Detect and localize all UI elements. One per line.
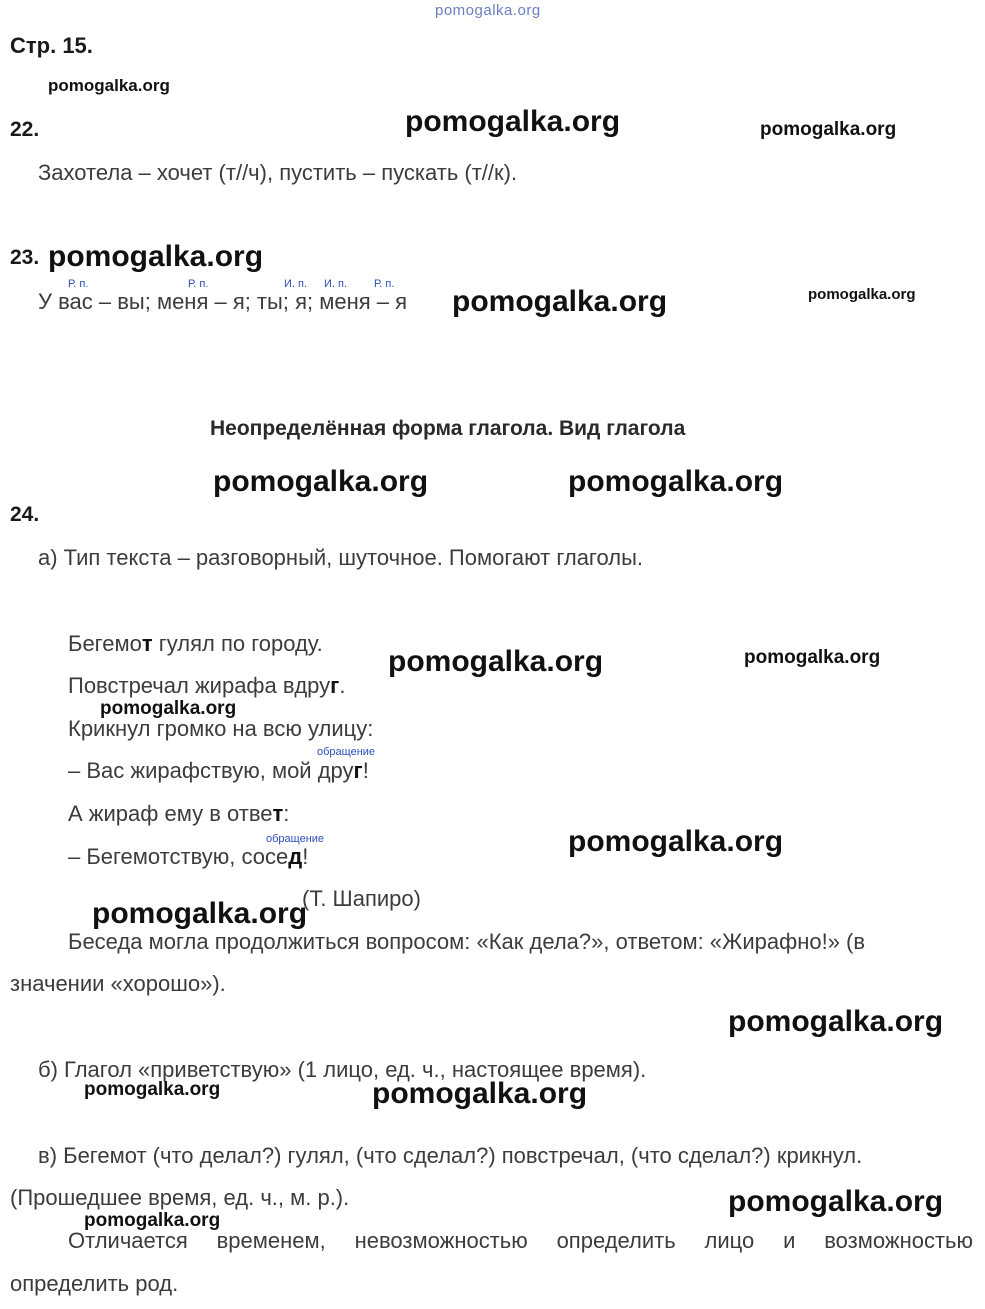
address-label: обращение [266,833,325,845]
watermark: pomogalka.org [100,698,237,719]
address-label: обращение [317,746,376,758]
watermark: pomogalka.org [388,645,604,678]
task23-answer: У вас – вы; меня – я; ты; я; меня – я [38,289,408,314]
task24-part-a: а) Тип текста – разговорный, шуточное. Помогают глаголы. [38,545,643,570]
task24-part-v: в) Бегемот (что делал?) гулял, (что сделал?) повстречал, (что сделал?) крикнул. [38,1143,863,1168]
watermark: pomogalka.org [744,647,881,668]
watermark: pomogalka.org [760,119,897,140]
watermark: pomogalka.org [84,1210,221,1231]
watermark: pomogalka.org [84,1079,221,1100]
task-number-24: 24. [10,503,40,526]
watermark: pomogalka.org [92,897,308,930]
case-label: Р. п. [188,278,209,290]
case-label: И. п. [284,278,308,290]
watermark: pomogalka.org [808,286,916,303]
case-label: Р. п. [68,278,89,290]
difference-text: определить род. [10,1271,179,1296]
task24-part-b: б) Глагол «приветствую» (1 лицо, ед. ч., настоящее время). [38,1057,647,1082]
watermark: pomogalka.org [568,465,784,498]
task-number-22: 22. [10,118,40,141]
watermark: pomogalka.org [405,105,621,138]
page-number-heading: Стр. 15. [10,33,93,58]
watermark: pomogalka.org [728,1185,944,1218]
difference-text: Отличается временем, невозможностью определить лицо и возможностью [68,1228,973,1253]
conversation-text: Беседа могла продолжиться вопросом: «Как дела?», ответом: «Жирафно!» (в [68,929,866,954]
poem-author: (Т. Шапиро) [302,886,421,911]
watermark: pomogalka.org [452,285,668,318]
poem-line: – Вас жирафствую, мой друг! [68,758,369,783]
task22-answer: Захотела – хочет (т//ч), пустить – пускать (т//к). [38,160,518,185]
watermark: pomogalka.org [372,1077,588,1110]
watermark: pomogalka.org [213,465,429,498]
poem-line: Повстречал жирафа вдруг. [68,673,346,698]
conversation-text: значении «хорошо»). [10,971,226,996]
poem-line: Крикнул громко на всю улицу: [68,716,374,741]
poem-line: А жираф ему в ответ: [68,801,290,826]
section-heading: Неопределённая форма глагола. Вид глагола [210,417,686,440]
task24-part-v: (Прошедшее время, ед. ч., м. р.). [10,1185,350,1210]
poem-line: Бегемот гулял по городу. [68,631,323,656]
case-label: Р. п. [374,278,395,290]
case-label: И. п. [324,278,348,290]
poem-line: – Бегемотствую, сосед! [68,844,309,869]
watermark: pomogalka.org [568,825,784,858]
watermark: pomogalka.org [48,76,170,95]
watermark: pomogalka.org [48,240,264,273]
watermark: pomogalka.org [728,1005,944,1038]
watermark-top: pomogalka.org [435,2,541,19]
task-number-23: 23. [10,246,40,269]
